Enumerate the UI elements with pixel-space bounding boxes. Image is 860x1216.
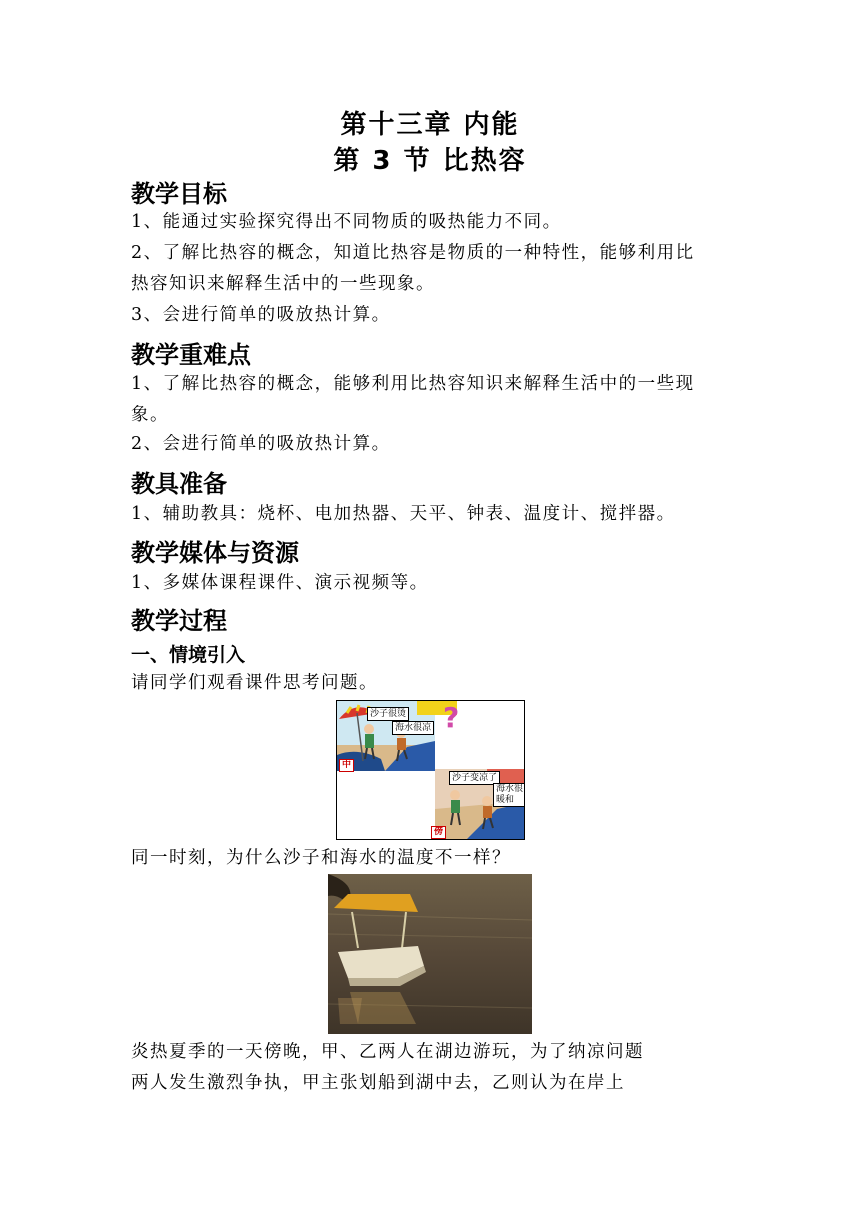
tools-line-1: 1、辅助教具：烧杯、电加热器、天平、钟表、温度计、搅拌器。 xyxy=(131,504,676,524)
question-mark: ? xyxy=(443,701,460,734)
bubble-sea-warm: 海水很暖和 xyxy=(493,783,525,807)
heading-key-points: 教学重难点 xyxy=(131,341,251,369)
goals-line-1: 1、能通过实验探究得出不同物质的吸热能力不同。 xyxy=(131,212,562,232)
corner-label-evening: 傍 xyxy=(431,826,446,839)
subheading-situation: 一、情境引入 xyxy=(131,644,246,666)
key-points-line-1: 1、了解比热容的概念，能够利用比热容知识来解释生活中的一些现 xyxy=(131,374,695,394)
media-line-1: 1、多媒体课程课件、演示视频等。 xyxy=(131,573,429,593)
story-line-2: 两人发生激烈争执，甲主张划船到湖中去，乙则认为在岸上 xyxy=(131,1073,625,1093)
bubble-sand-hot: 沙子很烫 xyxy=(367,707,409,721)
sand-sea-cartoon-figure xyxy=(336,700,525,840)
story-line-1: 炎热夏季的一天傍晚，甲、乙两人在湖边游玩，为了纳凉问题 xyxy=(131,1042,644,1062)
section-title: 第 3 节 比热容 xyxy=(333,146,527,176)
goals-line-3: 热容知识来解释生活中的一些现象。 xyxy=(131,274,435,294)
chapter-title: 第十三章 内能 xyxy=(340,110,520,140)
key-points-line-3: 2、会进行简单的吸放热计算。 xyxy=(131,434,391,454)
process-question: 同一时刻，为什么沙子和海水的温度不一样？ xyxy=(131,848,511,868)
key-points-line-2: 象。 xyxy=(131,405,169,425)
heading-tools: 教具准备 xyxy=(131,470,227,498)
heading-media: 教学媒体与资源 xyxy=(131,539,299,567)
heading-process: 教学过程 xyxy=(131,607,227,635)
corner-label-noon: 中 xyxy=(339,759,354,772)
bubble-sea-cool: 海水很凉 xyxy=(392,721,434,735)
goals-line-4: 3、会进行简单的吸放热计算。 xyxy=(131,305,391,325)
goals-line-2: 2、了解比热容的概念，知道比热容是物质的一种特性，能够利用比 xyxy=(131,243,695,263)
heading-goals: 教学目标 xyxy=(131,180,227,208)
boat-on-lake-illustration xyxy=(328,874,532,1034)
bubble-sand-cool: 沙子变凉了 xyxy=(449,771,500,785)
boat-photo xyxy=(328,874,532,1034)
process-intro: 请同学们观看课件思考问题。 xyxy=(131,673,378,693)
